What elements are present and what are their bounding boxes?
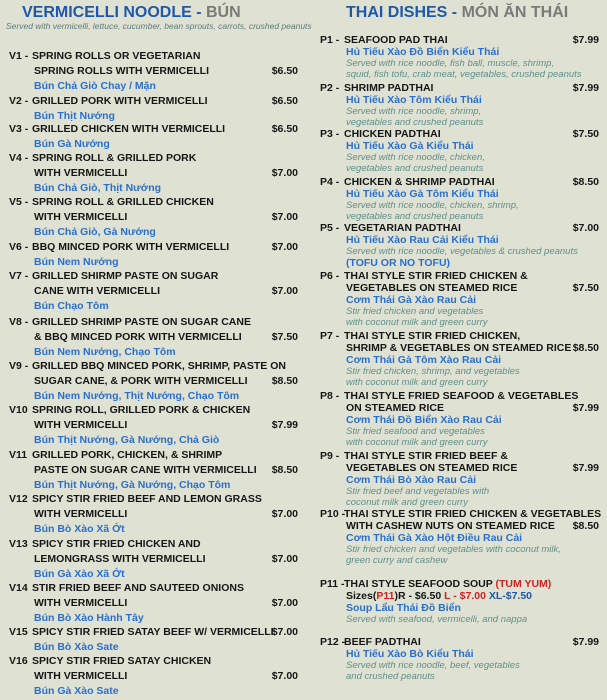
item-code: V2 - [9, 95, 29, 107]
item-vn-name: Bún Chả Giò, Gà Nướng [34, 226, 156, 238]
item-name: CANE WITH VERMICELLI [34, 285, 160, 297]
item-price: $7.00 [271, 285, 298, 297]
item-name: BBQ MINCED PORK WITH VERMICELLI [32, 241, 230, 253]
item-code: P12 - [320, 636, 346, 648]
item-price: $7.50 [271, 331, 298, 343]
item-price: $7.99 [572, 34, 599, 46]
item-vn-name: Bún Bò Xào Xã Ớt [34, 523, 125, 535]
item-vn-name: Bún Gà Xào Xã Ớt [34, 568, 125, 580]
item-price: $7.99 [572, 462, 599, 474]
item-description: and crushed peanuts [346, 671, 435, 682]
item-vn-name: Hủ Tiếu Xào Gà Kiểu Thái [346, 140, 474, 152]
item-name: SPRING ROLL & GRILLED PORK [32, 152, 197, 164]
item-price: $7.99 [572, 636, 599, 648]
item-vn-name: Soup Lẩu Thái Đồ Biển [346, 602, 461, 614]
item-price: $7.00 [271, 211, 298, 223]
item-price: $7.00 [271, 597, 298, 609]
item-code: P4 - [320, 176, 340, 188]
item-name: WITH VERMICELLI [34, 508, 128, 520]
item-name: CHICKEN PADTHAI [344, 128, 441, 140]
item-code: V12 [9, 493, 28, 505]
item-description: with coconut milk and green curry [346, 377, 488, 388]
item-vn-name: Bún Nem Nướng, Chạo Tôm [34, 346, 176, 358]
item-name: GRILLED SHRIMP PASTE ON SUGAR CANE [32, 316, 251, 328]
sizes-regular: )R - $6.50 [394, 590, 445, 602]
item-code: V15 [9, 626, 28, 638]
item-vn-name: Cơm Thái Gà Xào Hột Điều Rau Cải [346, 532, 523, 544]
sizes-lead: Sizes( [346, 590, 377, 602]
item-price: $7.00 [271, 241, 298, 253]
item-description: Served with rice noodle, chicken, [346, 152, 485, 163]
item-description: Served with seafood, vermicelli, and nappa [346, 614, 528, 625]
item-code: P2 - [320, 82, 340, 94]
sizes-xl: XL-$7.50 [488, 590, 533, 602]
item-name: SUGAR CANE, & PORK WITH VERMICELLI [34, 375, 248, 387]
item-code: V13 [9, 538, 28, 550]
item-name: GRILLED PORK, CHICKEN, & SHRIMP [32, 449, 223, 461]
item-description: Stir fried chicken and vegetables with coconut milk, [346, 544, 561, 555]
item-name: SPICY STIR FRIED CHICKEN AND [32, 538, 201, 550]
item-description: Stir fried chicken, shrimp, and vegetables [346, 366, 520, 377]
item-description: Stir fried beef and vegetables with [346, 486, 490, 497]
item-vn-name: Cơm Thái Gà Xào Rau Cải [346, 294, 476, 306]
item-name: GRILLED BBQ MINCED PORK, SHRIMP, PASTE ON [32, 360, 286, 372]
thai-title: THAI DISHES - [346, 4, 462, 21]
item-price: $6.50 [271, 123, 298, 135]
item-name: SPRING ROLLS WITH VERMICELLI [34, 65, 209, 77]
item-vn-name: Cơm Thái Đồ Biển Xào Rau Cải [346, 414, 502, 426]
item-price: $6.50 [271, 95, 298, 107]
item-name: WITH VERMICELLI [34, 597, 128, 609]
item-vn-name: Hủ Tiếu Xào Rau Cải Kiểu Thái [346, 234, 499, 246]
item-vn-name: Bún Bò Xào Hành Tây [34, 612, 144, 624]
item-name: GRILLED SHIRMP PASTE ON SUGAR [32, 270, 219, 282]
item-name: & BBQ MINCED PORK WITH VERMICELLI [34, 331, 242, 343]
item-code: V5 - [9, 196, 29, 208]
item-vn-name: Bún Thịt Nướng, Gà Nướng, Chạo Tôm [34, 479, 231, 491]
item-description: Stir fried seafood and vegetables [346, 426, 485, 437]
item-code: P1 - [320, 34, 340, 46]
item-vn-name: Bún Thịt Nướng [34, 110, 115, 122]
item-note: (TOFU OR NO TOFU) [346, 257, 451, 269]
item-name: LEMONGRASS WITH VERMICELLI [34, 553, 206, 565]
item-code: P11 - [320, 578, 345, 590]
item-name: SHRIMP & VEGETABLES ON STEAMED RICE [346, 342, 572, 354]
item-code: V4 - [9, 152, 29, 164]
item-name: PASTE ON SUGAR CANE WITH VERMICELLI [34, 464, 257, 476]
item-description: vegetables and crushed peanuts [346, 211, 484, 222]
item-description: Served with rice noodle, chicken, shrimp, [346, 200, 519, 211]
item-description: coconut milk and green curry [346, 497, 468, 508]
item-vn-name: Bún Chả Giò Chay / Mặn [34, 80, 156, 92]
item-price: $7.00 [271, 670, 298, 682]
item-vn-name: Cơm Thái Bò Xào Rau Cải [346, 474, 476, 486]
item-vn-name: Bún Gà Nướng [34, 138, 110, 150]
item-name: SPICY STIR FRIED BEEF AND LEMON GRASS [32, 493, 262, 505]
item-code: V14 [9, 582, 28, 594]
item-description: Served with rice noodle, shrimp, [346, 106, 482, 117]
item-name: GRILLED CHICKEN WITH VERMICELLI [32, 123, 226, 135]
item-code: P9 - [320, 450, 340, 462]
thai-header [346, 4, 568, 22]
item-vn-name: Hủ Tiếu Xào Bò Kiểu Thái [346, 648, 474, 660]
item-price: $7.00 [271, 508, 298, 520]
item-name: SEAFOOD PAD THAI [344, 34, 448, 46]
sizes-large: L - $7.00 [444, 590, 489, 602]
item-code: V16 [9, 655, 28, 667]
item-vn-name: Hủ Tiếu Xào Đồ Biển Kiểu Thái [346, 46, 500, 58]
item-code: P8 - [320, 390, 340, 402]
item-price: $7.00 [572, 222, 599, 234]
item-description: with coconut milk and green curry [346, 437, 488, 448]
item-name: VEGETABLES ON STEAMED RICE [346, 282, 518, 294]
item-vn-name: Bún Nem Nướng, Thịt Nướng, Chạo Tôm [34, 390, 240, 402]
item-name: ON STEAMED RICE [346, 402, 445, 414]
item-code: V7 - [9, 270, 29, 282]
item-name: WITH VERMICELLI [34, 670, 128, 682]
item-description: vegetables and crushed peanuts [346, 117, 484, 128]
item-price: $8.50 [572, 176, 599, 188]
item-price: $7.00 [271, 626, 298, 638]
vermicelli-description: Served with vermicelli, lettuce, cucumber, bean sprouts, carrots, crushed peanuts [6, 21, 312, 31]
item-name: CHICKEN & SHRIMP PADTHAI [344, 176, 495, 188]
item-price: $8.50 [572, 342, 599, 354]
item-name: GRILLED PORK WITH VERMICELLI [32, 95, 208, 107]
item-vn-name: Bún Chạo Tôm [34, 300, 109, 312]
vermicelli-header [22, 4, 241, 22]
item-vn-name: Bún Gà Xào Sate [34, 685, 119, 697]
item-description: Stir fried chicken and vegetables [346, 306, 484, 317]
item-name: WITH VERMICELLI [34, 419, 128, 431]
vermicelli-title: VERMICELLI NOODLE - [22, 4, 206, 21]
item-code: V1 - [9, 50, 29, 62]
item-name: WITH VERMICELLI [34, 167, 128, 179]
item-name: WITH VERMICELLI [34, 211, 128, 223]
item-price: $7.00 [271, 553, 298, 565]
item-code: V9 - [9, 360, 29, 372]
item-name: THAI STYLE FRIED SEAFOOD & VEGETABLES [344, 390, 579, 402]
item-name: THAI STYLE STIR FRIED CHICKEN & VEGETABLES [344, 508, 602, 520]
item-vn-name: Bún Bò Xào Sate [34, 641, 119, 653]
item-code: P5 - [320, 222, 340, 234]
item-name: WITH CASHEW NUTS ON STEAMED RICE [346, 520, 555, 532]
item-code: V11 [9, 449, 28, 461]
item-name: STIR FRIED BEEF AND SAUTEED ONIONS [32, 582, 244, 594]
item-vn-name: Bún Nem Nướng [34, 256, 119, 268]
item-vn-name: Hủ Tiếu Xào Tôm Kiểu Thái [346, 94, 482, 106]
item-code: V6 - [9, 241, 29, 253]
item-name: VEGETABLES ON STEAMED RICE [346, 462, 518, 474]
item-name: SPICY STIR FRIED SATAY CHICKEN [32, 655, 212, 667]
item-description: with coconut milk and green curry [346, 317, 488, 328]
item-vn-name: Cơm Thái Gà Tôm Xào Rau Cải [346, 354, 502, 366]
item-name: SHRIMP PADTHAI [344, 82, 434, 94]
item-code: P10 - [320, 508, 346, 520]
size-prices [346, 590, 532, 602]
item-description: vegetables and crushed peanuts [346, 163, 484, 174]
item-code: P3 - [320, 128, 340, 140]
vermicelli-title-vn: BÚN [206, 4, 241, 21]
sizes-code: P11 [376, 590, 395, 602]
item-description: Served with rice noodle, vegetables & crushed peanuts [346, 246, 578, 257]
item-price: $7.00 [271, 167, 298, 179]
item-name: THAI STYLE SEAFOOD SOUP (TUM YUM) [344, 578, 552, 590]
item-price: $7.99 [271, 419, 298, 431]
item-description: green curry and cashew [346, 555, 448, 566]
item-name: SPRING ROLL, GRILLED PORK & CHICKEN [32, 404, 251, 416]
item-code: V8 - [9, 316, 29, 328]
item-price: $7.99 [572, 82, 599, 94]
item-description: Served with rice noodle, beef, vegetables [346, 660, 520, 671]
item-name: SPRING ROLLS OR VEGETARIAN [32, 50, 201, 62]
item-price: $6.50 [271, 65, 298, 77]
item-price: $8.50 [572, 520, 599, 532]
item-price: $8.50 [271, 375, 298, 387]
item-vn-name: Bún Thịt Nướng, Gà Nướng, Chả Giò [34, 434, 220, 446]
item-name: BEEF PADTHAI [344, 636, 421, 648]
item-price: $7.50 [572, 128, 599, 140]
item-name: SPICY STIR FRIED SATAY BEEF W/ VERMICELLI [32, 626, 274, 638]
item-name: VEGETARIAN PADTHAI [344, 222, 461, 234]
item-name: THAI STYLE STIR FRIED CHICKEN & [344, 270, 528, 282]
item-code: V3 - [9, 123, 29, 135]
item-name: SPRING ROLL & GRILLED CHICKEN [32, 196, 214, 208]
item-name: THAI STYLE STIR FRIED BEEF & [344, 450, 508, 462]
soup-style-label: (TUM YUM) [492, 578, 552, 590]
item-name: THAI STYLE STIR FRIED CHICKEN, [344, 330, 521, 342]
item-price: $7.99 [572, 402, 599, 414]
item-code: V10 [9, 404, 28, 416]
thai-title-vn: MÓN ĂN THÁI [461, 4, 569, 21]
item-code: P6 - [320, 270, 340, 282]
item-price: $8.50 [271, 464, 298, 476]
item-vn-name: Hủ Tiếu Xào Gà Tôm Kiểu Thái [346, 188, 499, 200]
item-code: P7 - [320, 330, 340, 342]
item-price: $7.50 [572, 282, 599, 294]
item-vn-name: Bún Chả Giò, Thịt Nướng [34, 182, 162, 194]
item-description: Served with rice noodle, fish ball, muscle, shrimp, [346, 58, 555, 69]
item-description: squid, fish tofu, crab meat, vegetables, crushed peanuts [346, 69, 582, 80]
